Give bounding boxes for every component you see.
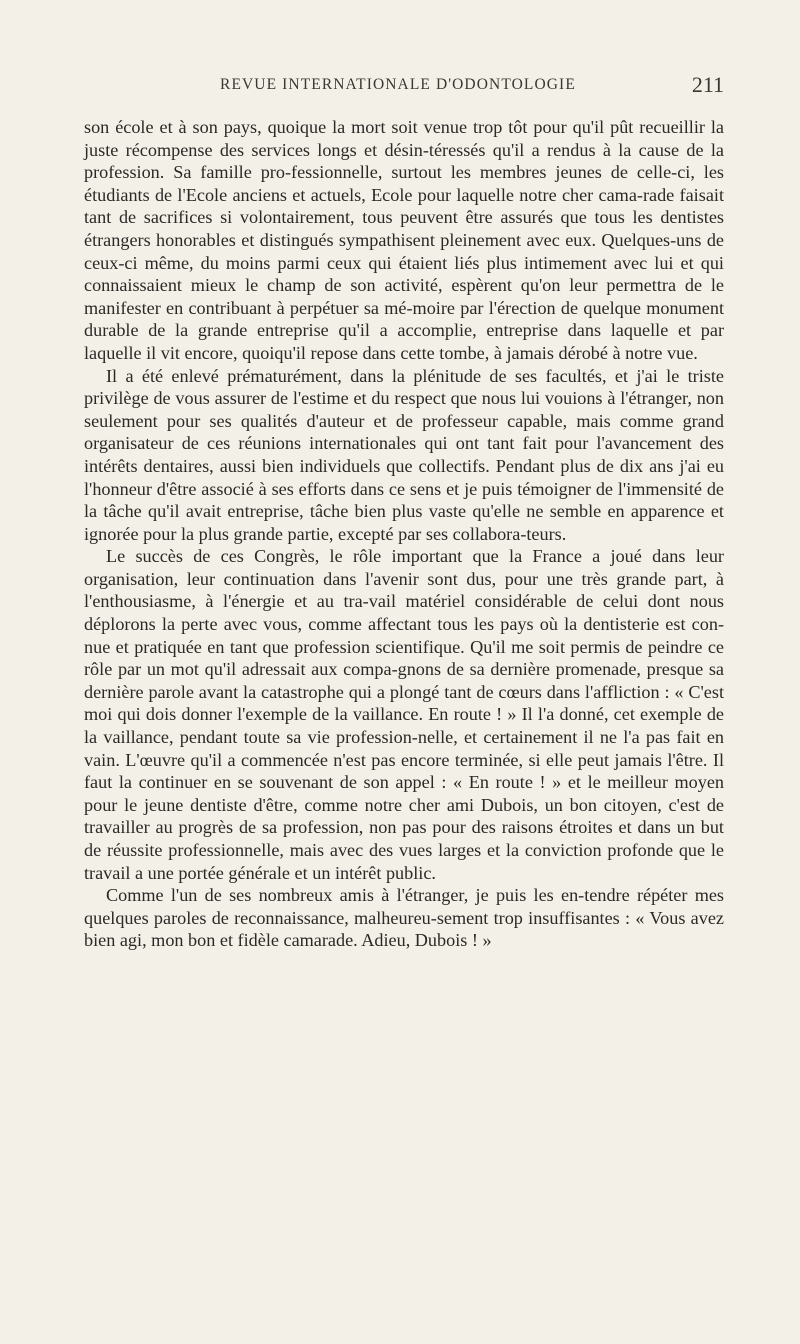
paragraph: son école et à son pays, quoique la mort soit venue trop tôt pour qu'il pût recueillir la juste récompense des services longs et désin-téressés qu'il a rendus à la cause de la profession. Sa famille pro-fessionnelle, surtout les membres jeunes de celle-ci, les étudiants de l'Ecole anciens et actuels, Ecole pour laquelle notre cher cama-rade faisait tant de sacrifices si volontairement, tous peuvent être assurés que tous les dentistes étrangers honorables et distingués sympathisent pleinement avec eux. Quelques-uns de ceux-ci même, du moins parmi ceux qui étaient liés plus intimement avec lui et qui connaissaient mieux le champ de son activité, espèrent qu'on leur permettra de le manifester en contribuant à perpétuer sa mé-moire par l'érection de quelque monument durable de la grande entreprise qu'il a accomplie, entreprise dans laquelle et par laquelle il vit encore, quoiqu'il repose dans cette tombe, à jamais dérobé à notre vue.	[84, 117, 724, 363]
book-page	[84, 74, 724, 952]
body-text	[84, 116, 724, 952]
paragraph: Il a été enlevé prématurément, dans la plénitude de ses facultés, et j'ai le triste privilège de vous assurer de l'estime et du respect que nous lui vouions à l'étranger, non seulement pour ses qualités d'auteur et de professeur capable, mais comme grand organisateur de ces réunions internationales qui ont tant fait pour l'avancement des intérêts dentaires, aussi bien individuels que collectifs. Pendant plus de dix ans j'ai eu l'honneur d'être associé à ses efforts dans ce sens et je puis témoigner de l'immensité de la tâche qu'il avait entreprise, tâche bien plus vaste qu'elle ne semble en apparence et ignorée pour la plus grande partie, excepté par ses collabora-teurs.	[84, 365, 724, 544]
running-head: REVUE INTERNATIONALE D'ODONTOLOGIE	[220, 76, 576, 93]
page-number: 211	[691, 72, 724, 97]
paragraph: Comme l'un de ses nombreux amis à l'étranger, je puis les en-tendre répéter mes quelques paroles de reconnaissance, malheureu-sement trop insuffisantes : « Vous avez bien agi, mon bon et fidèle camarade. Adieu, Dubois ! »	[84, 885, 724, 951]
paragraph: Le succès de ces Congrès, le rôle important que la France a joué dans leur organisation, leur continuation dans l'avenir sont dus, pour une très grande part, à l'enthousiasme, à l'énergie et au tra-vail matériel considérable de celui dont nous déplorons la perte avec vous, comme affectant tous les pays où la dentisterie est con-nue et pratiquée en tant que profession scientifique. Qu'il me soit permis de peindre ce rôle par un mot qu'il adressait aux compa-gnons de sa dernière promenade, presque sa dernière parole avant la catastrophe qui a plongé tant de cœurs dans l'affliction : « C'est moi qui dois donner l'exemple de la vaillance. En route ! » Il l'a donné, cet exemple de la vaillance, pendant toute sa vie profession-nelle, et certainement il ne l'a pas fait en vain. L'œuvre qu'il a commencée n'est pas encore terminée, si elle peut jamais l'être. Il faut la continuer en se souvenant de son appel : « En route ! » et le meilleur moyen pour le jeune dentiste d'être, comme notre cher ami Dubois, un bon citoyen, c'est de travailler au progrès de sa profession, non pas pour des raisons étroites et dans un but de réussite professionnelle, mais avec des vues larges et la conviction profonde que le travail a une portée générale et un intérêt public.	[84, 546, 724, 883]
page-header	[84, 74, 724, 104]
